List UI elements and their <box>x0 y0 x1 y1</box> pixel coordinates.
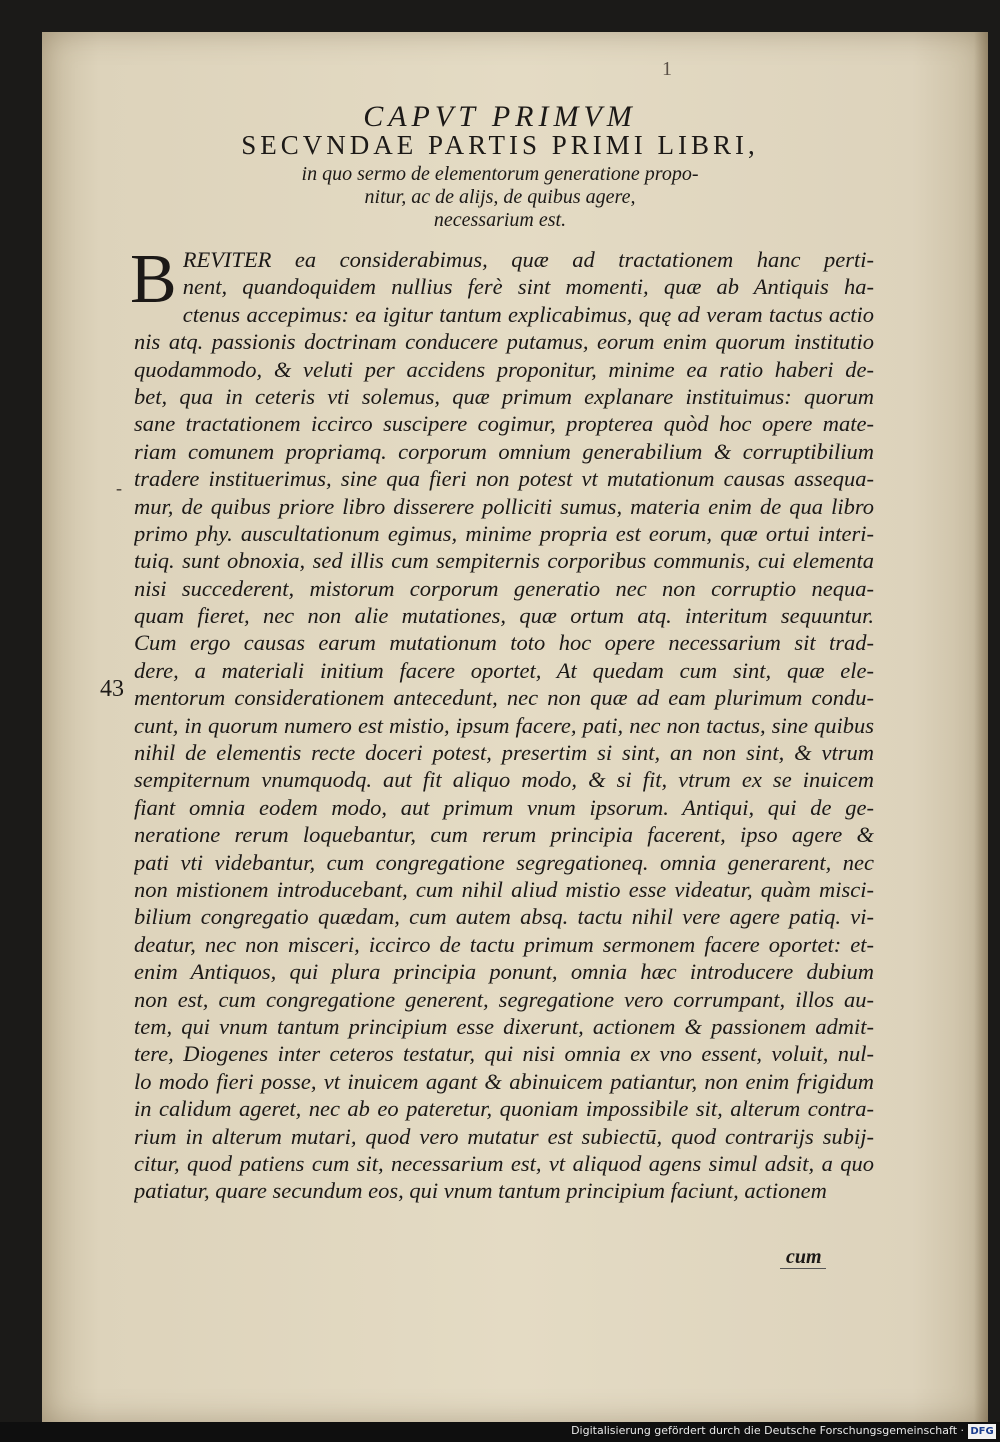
text-line: riam comunem propriamq. corporum omnium generabilium & corruptibilium <box>134 438 874 464</box>
text-line: mur, de quibus priore libro disserere polliciti sumus, materia enim de qua libro <box>134 493 874 519</box>
text-line: pati vti videbantur, cum congregatione segregationeq. omnia generarent, nec <box>134 849 874 875</box>
text-line: neratione rerum loquebantur, cum rerum principia facerent, ipso agere & <box>134 822 874 848</box>
footer-credit: Digitalisierung gefördert durch die Deutsche Forschungsgemeinschaft · <box>571 1424 964 1437</box>
digitization-footer <box>0 1422 1000 1442</box>
page-edge-shadow <box>974 32 988 1422</box>
text-line: quodammodo, & veluti per accidens proponitur, minime ea ratio haberi de- <box>134 356 874 382</box>
margin-mark: - <box>116 478 122 498</box>
text-line: primo phy. auscultationum egimus, minime propria est eorum, quæ ortui interi- <box>134 520 874 546</box>
section-heading: SECVNDAE PARTIS PRIMI LIBRI, <box>241 130 759 160</box>
summary-line: nitur, ac de alijs, de quibus agere, <box>364 186 636 208</box>
catchword-rule <box>780 1268 826 1269</box>
text-line: ctenus accepimus: ea igitur tantum explicabimus, quę ad veram tactus actio <box>182 301 874 327</box>
text-line: nis atq. passionis doctrinam conducere putamus, eorum enim quorum institutio <box>134 329 874 355</box>
text-line: bilium congregatio quædam, cum autem absq. tactu nihil vere agere patiq. vi- <box>134 904 874 930</box>
text-line: in calidum ageret, nec ab eo pateretur, quoniam impossibile sit, alterum contra- <box>134 1096 874 1122</box>
text-line: tere, Diogenes inter ceteros testatur, qui nisi omnia ex vno essent, voluit, nul- <box>134 1041 874 1067</box>
summary-line: necessarium est. <box>433 209 567 231</box>
text-line: citur, quod patiens cum sit, necessarium est, vt aliquod agens simul adsit, a quo <box>134 1150 874 1176</box>
text-line: rium in alterum mutari, quod vero mutatur est subiectū, quod contrarijs subij- <box>134 1123 874 1149</box>
dfg-logo-icon: DFG <box>968 1424 996 1439</box>
text-line: patiatur, quare secundum eos, qui vnum tantum principium faciunt, actionem <box>134 1178 827 1204</box>
chapter-summary <box>150 163 850 232</box>
text-line: non est, cum congregatione generent, segregatione vero corrumpant, illos au- <box>134 986 874 1012</box>
text-line: lo modo fieri posse, vt inuicem agant & abinuicem patiantur, non enim frigidum <box>134 1068 874 1094</box>
text-line: sane tractationem iccirco suscipere cogimur, propterea quòd hoc opere mate- <box>134 411 874 437</box>
text-line: fiant omnia eodem modo, aut primum vnum ipsorum. Antiqui, qui de ge- <box>134 794 874 820</box>
catchword: cum <box>786 1246 822 1268</box>
text-line: REVITER ea considerabimus, quæ ad tractationem hanc perti- <box>182 247 874 272</box>
text-line: tradere instituerimus, sine qua fieri non potest vt mutationum causas assequa- <box>134 466 874 492</box>
text-line: nent, quandoquidem nullius ferè sint momenti, quæ ab Antiquis ha- <box>182 274 874 300</box>
text-line: quam fieret, nec non alie mutationes, quæ ortum atq. interitum sequuntur. <box>134 603 874 629</box>
chapter-heading: CAPVT PRIMVM <box>363 100 637 133</box>
text-line: mentorum considerationem antecedunt, nec non quæ ad eam plurimum condu- <box>134 685 874 711</box>
margin-number: 43 <box>100 676 124 702</box>
text-line: nihil de elementis recte doceri potest, presertim si sint, an non sint, & vtrum <box>134 740 874 766</box>
page-number: 1 <box>662 58 672 80</box>
text-line: bet, qua in ceteris vti solemus, quæ primum explanare instituimus: quorum <box>134 383 874 409</box>
text-line: tuiq. sunt obnoxia, sed illis cum sempiternis corporibus communis, cui elementa <box>134 548 874 574</box>
text-line: dere, a materiali initium facere oportet, At quedam cum sint, quæ ele- <box>134 657 874 683</box>
drop-cap: B <box>130 241 177 318</box>
text-line: cunt, in quorum numero est mistio, ipsum facere, pati, nec non tactus, sine quibus <box>134 712 874 738</box>
text-line: tem, qui vnum tantum principium esse dixerunt, actionem & passionem admit- <box>134 1013 874 1039</box>
text-line: nisi succederent, mistorum corporum generatio nec non corruptio nequa- <box>134 575 874 601</box>
text-line: non mistionem introducebant, cum nihil aliud mistio esse videatur, quàm misci- <box>134 876 874 902</box>
body-text <box>130 241 874 1205</box>
summary-line: in quo sermo de elementorum generatione propo- <box>301 163 699 185</box>
text-line: enim Antiquos, qui plura principia ponunt, omnia hæc introducere dubium <box>134 959 874 985</box>
text-line: Cum ergo causas earum mutationum toto hoc opere necessarium sit trad- <box>134 630 874 656</box>
text-line: sempiternum vnumquodq. aut fit aliquo modo, & si fit, vtrum ex se inuicem <box>134 767 874 793</box>
text-line: deatur, nec non misceri, iccirco de tactu primum sermonem facere oportet: et- <box>134 931 874 957</box>
